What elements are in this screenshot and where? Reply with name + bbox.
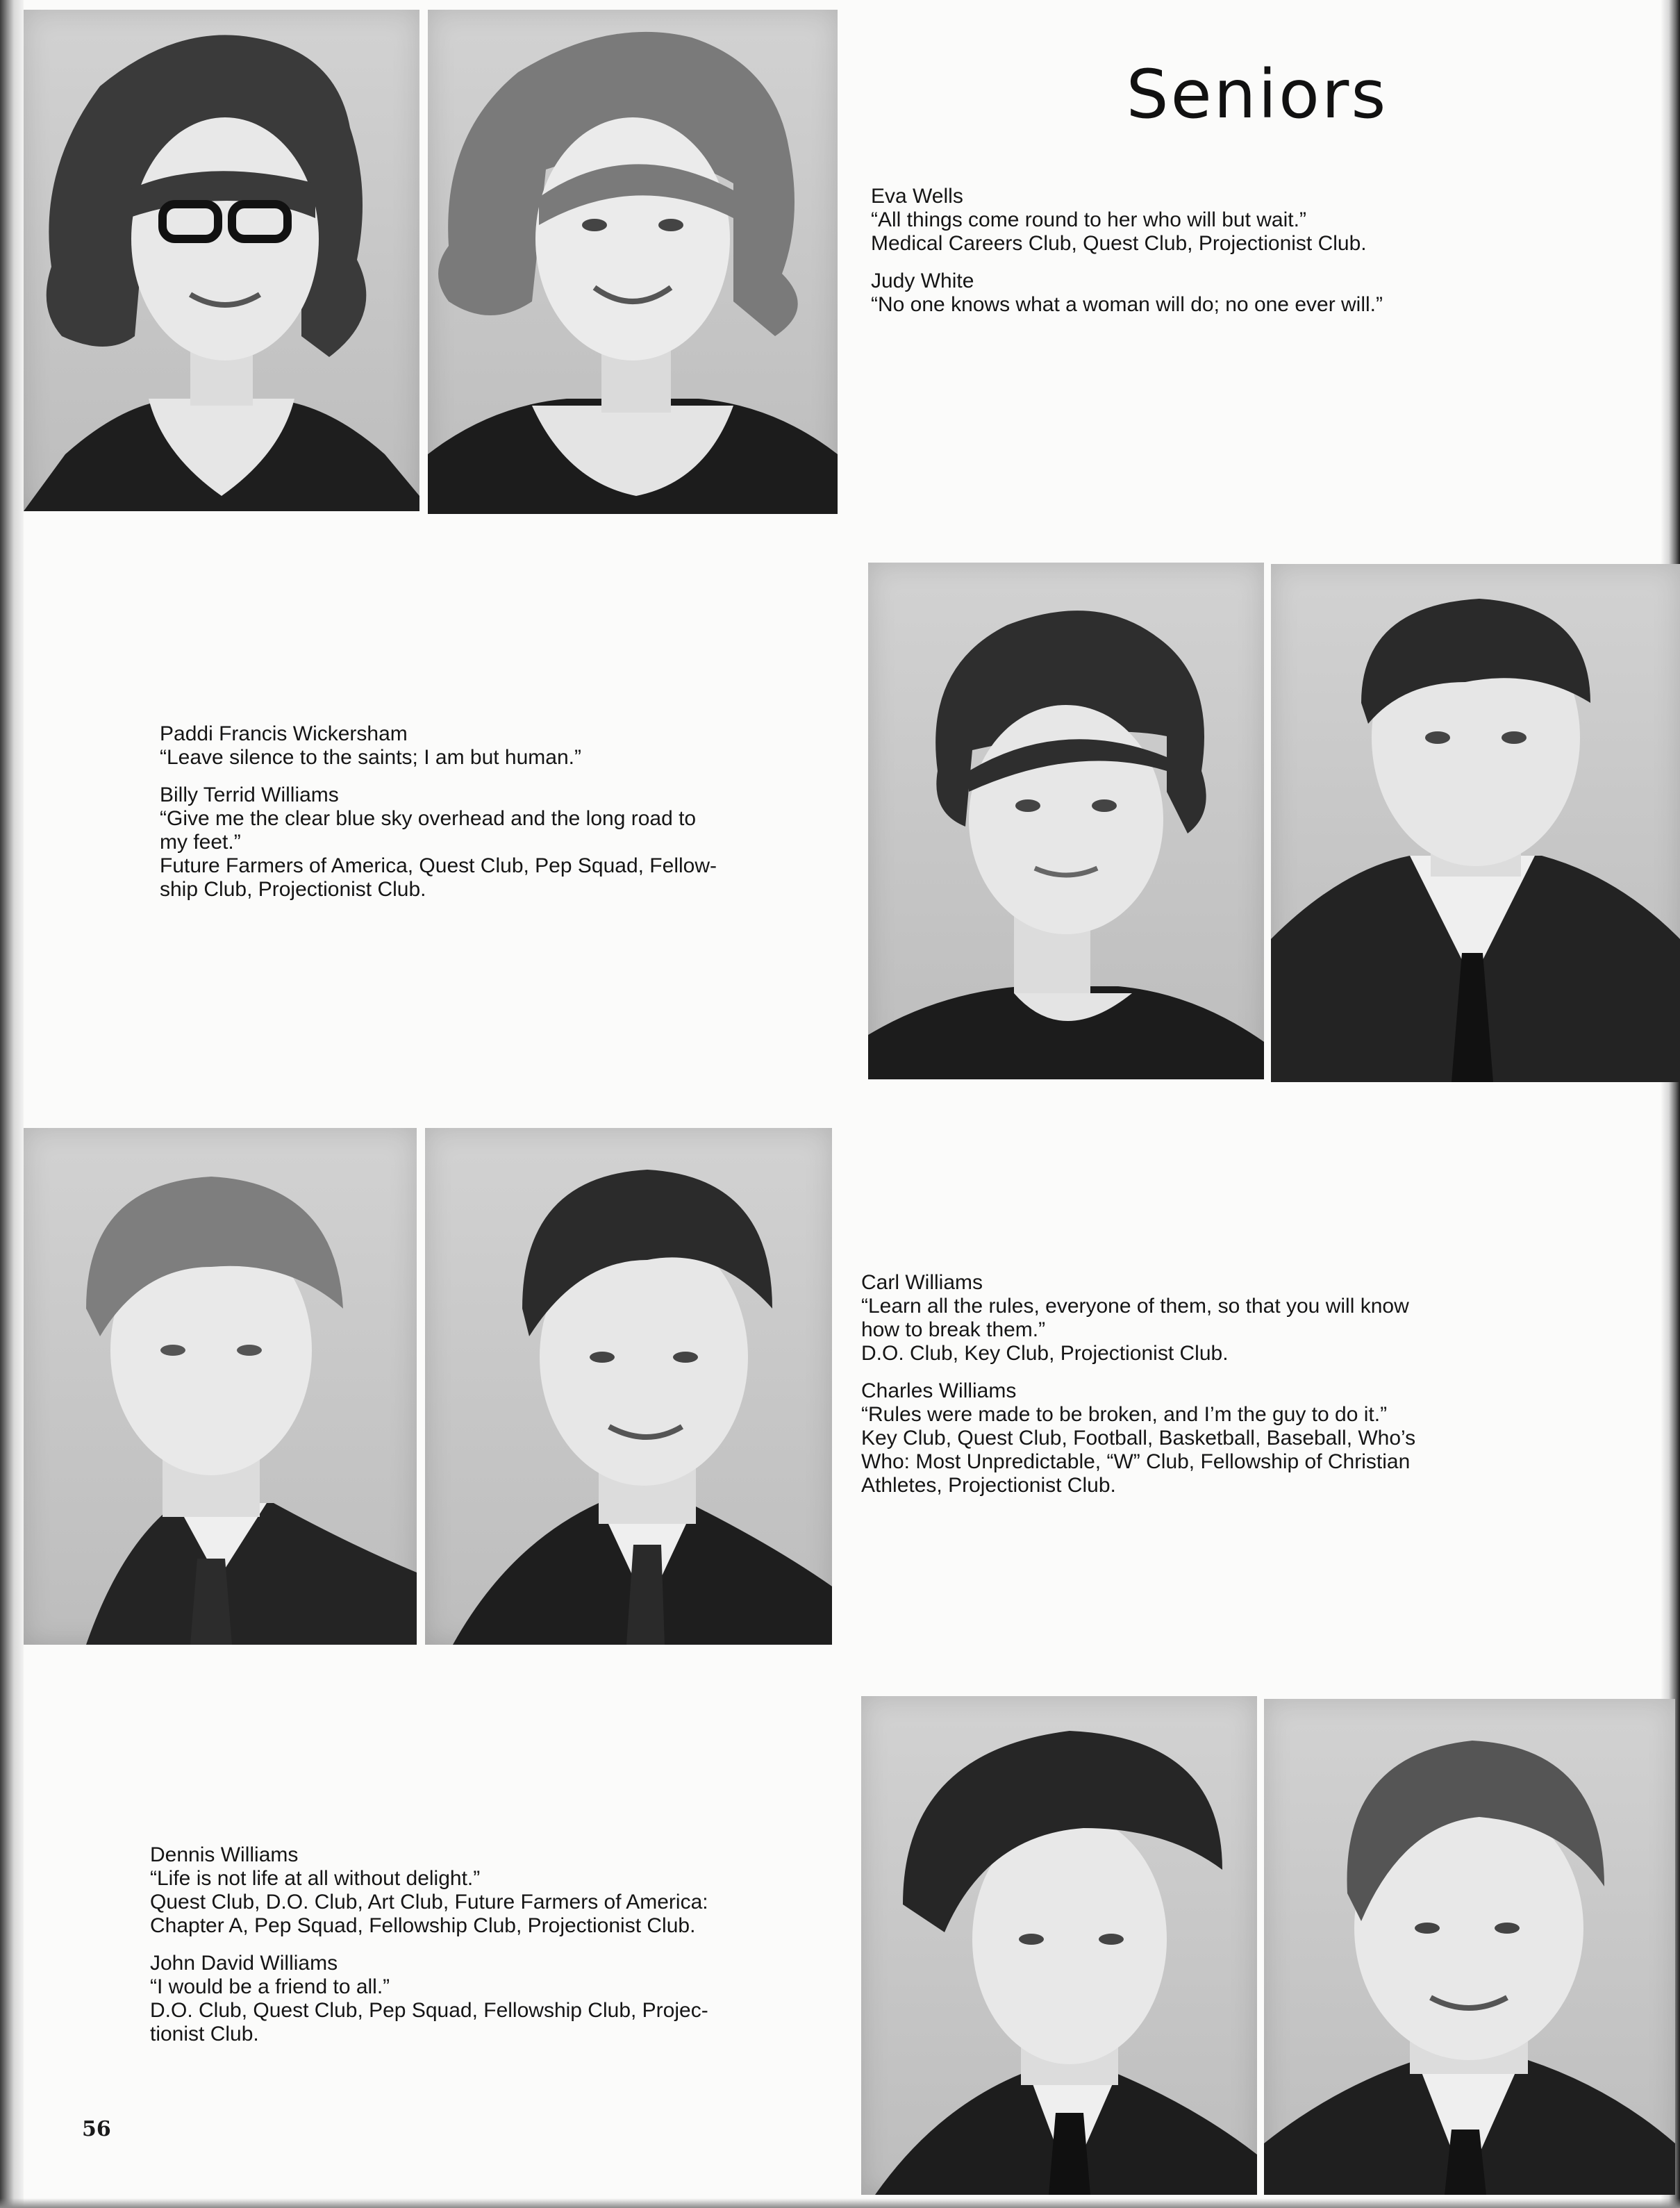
portrait-john-williams <box>1264 1699 1675 2195</box>
entry-activities: D.O. Club, Key Club, Projectionist Club. <box>861 1342 1229 1365</box>
entry-quote-line: “Learn all the rules, everyone of them, so that you will know <box>861 1295 1409 1318</box>
entry-billy-williams <box>160 783 717 902</box>
portrait-dennis-williams <box>861 1696 1257 2195</box>
entry-name: Judy White <box>871 269 974 292</box>
entry-eva-wells <box>871 185 1383 256</box>
entry-activities-line: Key Club, Quest Club, Football, Basketball, Baseball, Who’s <box>861 1427 1416 1450</box>
entries-group-1 <box>871 185 1383 331</box>
entry-name: Dennis Williams <box>150 1843 299 1866</box>
entry-quote: “Life is not life at all without delight.” <box>150 1867 481 1890</box>
page-edge-bottom <box>0 2198 1680 2208</box>
entry-quote: “All things come round to her who will but wait.” <box>871 208 1306 231</box>
entry-carl-williams <box>861 1271 1415 1366</box>
portrait-judy-white <box>428 10 838 514</box>
entry-name: Paddi Francis Wickersham <box>160 722 408 745</box>
entry-activities-line: tionist Club. <box>150 2023 259 2045</box>
entry-name: Charles Williams <box>861 1379 1017 1402</box>
entry-activities-line: Quest Club, D.O. Club, Art Club, Future Farmers of America: <box>150 1891 708 1914</box>
entry-quote-line: my feet.” <box>160 831 241 854</box>
entry-activities-line: ship Club, Projectionist Club. <box>160 878 426 901</box>
entry-activities: Medical Careers Club, Quest Club, Projectionist Club. <box>871 232 1367 255</box>
entry-name: Eva Wells <box>871 185 963 208</box>
entry-activities-line: Future Farmers of America, Quest Club, Pep Squad, Fellow- <box>160 854 717 877</box>
entry-quote: “No one knows what a woman will do; no one ever will.” <box>871 293 1383 316</box>
portrait-eva-wells <box>24 10 419 511</box>
entry-dennis-williams <box>150 1843 708 1938</box>
entry-quote-line: “Give me the clear blue sky overhead and the long road to <box>160 807 697 830</box>
entry-name: Billy Terrid Williams <box>160 783 339 806</box>
portrait-carl-williams <box>24 1128 417 1645</box>
entries-group-4 <box>150 1843 708 2060</box>
entry-paddi-wickersham <box>160 722 717 770</box>
portrait-charles-williams <box>425 1128 832 1645</box>
portrait-paddi-wickersham <box>868 563 1264 1079</box>
entry-activities-line: Athletes, Projectionist Club. <box>861 1474 1116 1497</box>
entry-name: Carl Williams <box>861 1271 983 1294</box>
entry-quote: “Rules were made to be broken, and I’m the guy to do it.” <box>861 1403 1388 1426</box>
page-title: Seniors <box>1126 56 1388 133</box>
entry-quote-line: how to break them.” <box>861 1318 1046 1341</box>
entry-john-williams <box>150 1952 708 2046</box>
entry-activities-line: Chapter A, Pep Squad, Fellowship Club, Projectionist Club. <box>150 1914 696 1937</box>
entries-group-2 <box>160 722 717 915</box>
page-binding <box>0 0 24 2208</box>
entry-charles-williams <box>861 1379 1415 1497</box>
entry-activities-line: Who: Most Unpredictable, “W” Club, Fellowship of Christian <box>861 1450 1411 1473</box>
entries-group-3 <box>861 1271 1415 1511</box>
entry-name: John David Williams <box>150 1952 338 1975</box>
page-number: 56 <box>82 2117 111 2141</box>
entry-quote: “I would be a friend to all.” <box>150 1975 390 1998</box>
entry-activities-line: D.O. Club, Quest Club, Pep Squad, Fellowship Club, Projec- <box>150 1999 708 2022</box>
entry-quote: “Leave silence to the saints; I am but human.” <box>160 746 581 769</box>
entry-judy-white <box>871 269 1383 317</box>
portrait-billy-williams <box>1271 564 1680 1082</box>
